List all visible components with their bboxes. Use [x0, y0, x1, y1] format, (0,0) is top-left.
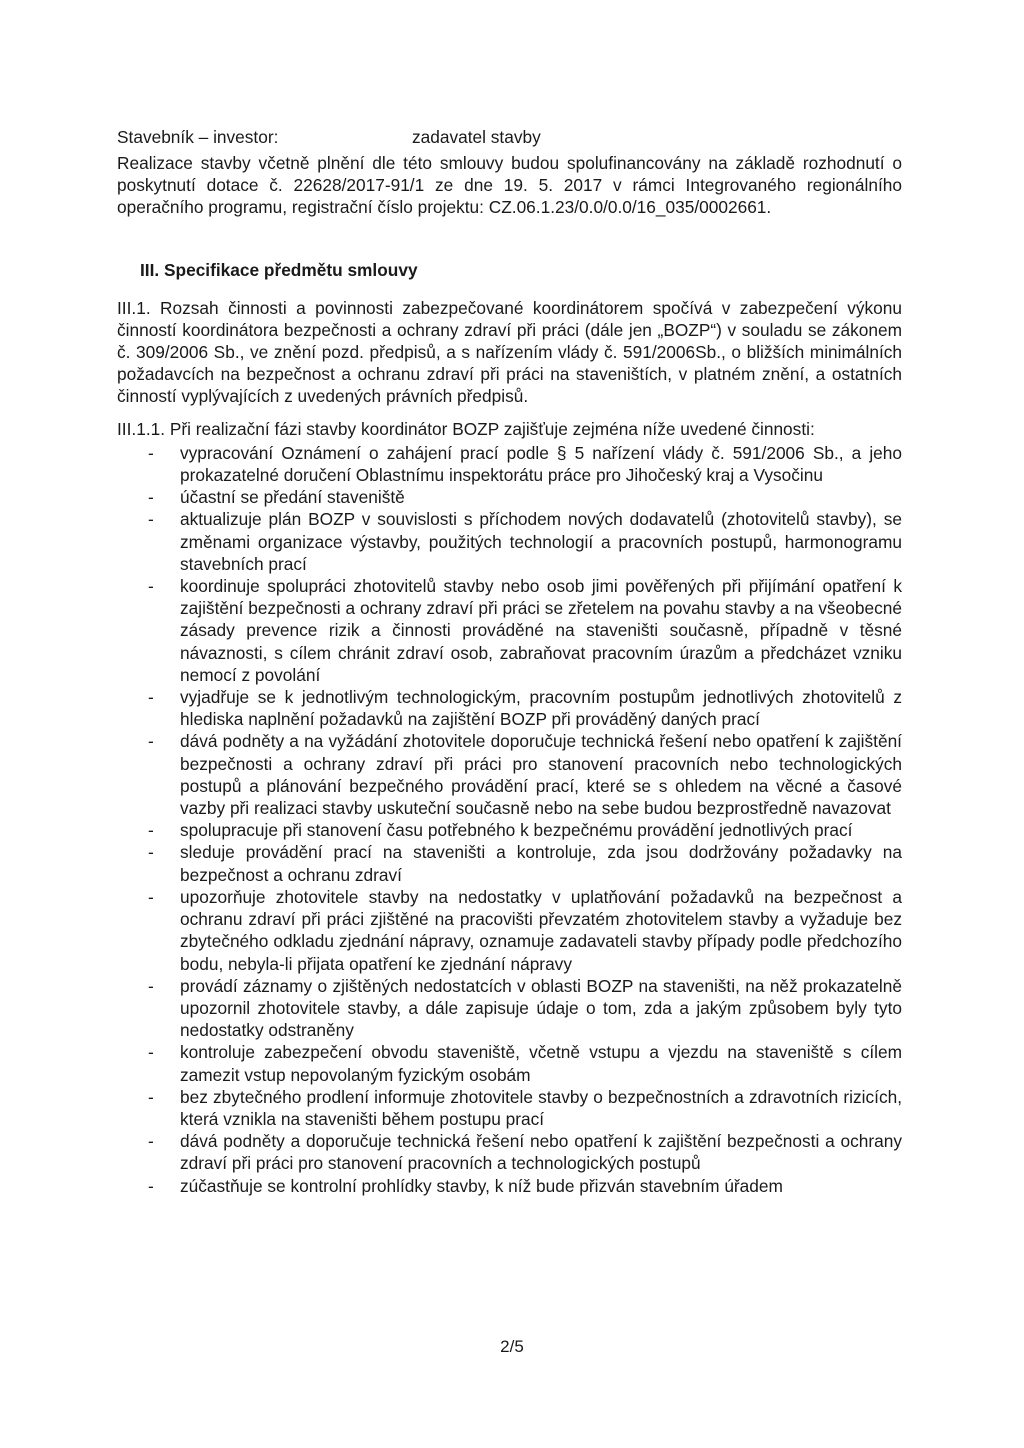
list-dash: - — [148, 731, 154, 752]
list-item-text: vypracování Oznámení o zahájení prací podle § 5 nařízení vlády č. 591/2006 Sb., a jeho prokazatelné doručení Oblastnímu inspektorátu práce pro Jihočeský kraj a Vysočinu — [180, 442, 902, 486]
list-dash: - — [148, 886, 154, 907]
list-item-text: provádí záznamy o zjištěných nedostatcích v oblasti BOZP na staveništi, na něž prokazatelně upozornil zhotovitele stavby, a dále zapisuje údaje o tom, zda a jakým způsobem byly tyto nedostatky odstraněny — [180, 975, 902, 1041]
list-dash: - — [148, 1131, 154, 1152]
list-dash: - — [148, 487, 154, 508]
section-heading: III. Specifikace předmětu smlouvy — [140, 259, 418, 280]
list-item — [117, 486, 902, 508]
list-item — [117, 1041, 902, 1085]
list-item — [117, 442, 902, 486]
list-item-text: účastní se předání staveniště — [180, 487, 405, 508]
list-item — [117, 819, 902, 841]
list-dash: - — [148, 1086, 154, 1107]
activity-list — [117, 442, 902, 1197]
list-item — [117, 686, 902, 730]
list-dash: - — [148, 576, 154, 597]
subsection-heading: III.1.1. Při realizační fázi stavby koordinátor BOZP zajišťuje zejména níže uvedené činnosti: — [117, 418, 815, 439]
list-item-text: vyjadřuje se k jednotlivým technologickým, pracovním postupům jednotlivých zhotovitelů z hlediska naplnění požadavků na zajištění BOZP při prováděný daných prací — [180, 687, 902, 730]
list-item — [117, 1175, 902, 1197]
list-item-text: koordinuje spolupráci zhotovitelů stavby nebo osob jimi pověřených při přijímání opatření k zajištění bezpečnosti a ochrany zdraví při práci se zřetelem na povahu stavby a na všeobecné zásady prevence rizik a činnosti prováděné na staveništi současně, případně v těsné návaznosti, s cílem chránit zdraví osob, zabraňovat pracovním úrazům a předcházet vzniku nemocí z povolání — [180, 576, 902, 685]
list-item-text: dává podněty a na vyžádání zhotovitele doporučuje technická řešení nebo opatření k zajištění bezpečnosti a ochrany zdraví při práci pro stanovení pracovních nebo technologických postupů a plánování bezpečného provádění prací, které se s ohledem na věcné a časové vazby při realizaci stavby uskuteční současně nebo na sebe budou bezprostředně navazovat — [180, 731, 902, 819]
list-item — [117, 1086, 902, 1130]
section-paragraph: III.1. Rozsah činnosti a povinnosti zabezpečované koordinátorem spočívá v zabezpečení výkonu činností koordinátora bezpečnosti a ochrany zdraví při práci (dále jen „BOZP“) v souladu se zákonem č. 309/2006 Sb., ve znění pozd. předpisů, a s nařízením vlády č. 591/2006Sb., o bližších minimálních požadavcích na bezpečnost a ochranu zdraví při práci na staveništích, v platném znění, a ostatních činností vyplývajících z uvedených právních předpisů. — [117, 297, 902, 407]
list-dash: - — [148, 820, 154, 841]
list-dash: - — [148, 1175, 154, 1196]
list-item-text: aktualizuje plán BOZP v souvislosti s příchodem nových dodavatelů (zhotovitelů stavby), se změnami organizace výstavby, použitých technologií a pracovních postupů, harmonogramu stavebních prací — [180, 509, 902, 574]
list-item-text: zúčastňuje se kontrolní prohlídky stavby, k níž bude přizván stavebním úřadem — [180, 1175, 783, 1196]
investor-value: zadavatel stavby — [412, 127, 541, 147]
list-item — [117, 975, 902, 1042]
list-dash: - — [148, 1042, 154, 1063]
list-item — [117, 575, 902, 686]
investor-label: Stavebník – investor: — [117, 127, 279, 147]
funding-paragraph: Realizace stavby včetně plnění dle této smlouvy budou spolufinancovány na základě rozhodnutí o poskytnutí dotace č. 22628/2017-91/1 ze dne 19. 5. 2017 v rámci Integrovaného regionálního operačního programu, registrační číslo projektu: CZ.06.1.23/0.0/0.0/16_035/0002661. — [117, 153, 902, 218]
list-dash: - — [148, 975, 154, 996]
list-item — [117, 886, 902, 975]
page-content — [117, 122, 902, 1197]
list-item-text: bez zbytečného prodlení informuje zhotovitele stavby o bezpečnostních a zdravotních rizicích, která vznikla na staveništi během postupu prací — [180, 1086, 902, 1129]
list-dash: - — [148, 687, 154, 708]
investor-row — [117, 122, 902, 152]
list-item-text: kontroluje zabezpečení obvodu staveniště, včetně vstupu a vjezdu na staveniště s cílem zamezit vstup nepovolaným fyzickým osobám — [180, 1042, 902, 1085]
list-item — [117, 1130, 902, 1174]
list-item-text: upozorňuje zhotovitele stavby na nedostatky v uplatňování požadavků na bezpečnost a ochranu zdraví při práci zjištěné na pracovišti převzatém zhotovitelem stavby a vyžaduje bez zbytečného odkladu zjednání nápravy, oznamuje zadavateli stavby případy podle předchozího bodu, nebyla-li přijata opatření ke zjednání nápravy — [180, 886, 902, 974]
page-number: 2/5 — [500, 1337, 524, 1356]
list-item-text: dává podněty a doporučuje technická řešení nebo opatření k zajištění bezpečnosti a ochrany zdraví při práci pro stanovení pracovních a technologických postupů — [180, 1131, 902, 1174]
list-dash: - — [148, 442, 154, 463]
list-item — [117, 508, 902, 575]
list-dash: - — [148, 509, 154, 530]
list-item — [117, 841, 902, 885]
list-item — [117, 730, 902, 819]
list-item-text: spolupracuje při stanovení času potřebného k bezpečnému provádění jednotlivých prací — [180, 820, 853, 841]
list-dash: - — [148, 842, 154, 863]
list-item-text: sleduje provádění prací na staveništi a kontroluje, zda jsou dodržovány požadavky na bezpečnost a ochranu zdraví — [180, 842, 902, 885]
